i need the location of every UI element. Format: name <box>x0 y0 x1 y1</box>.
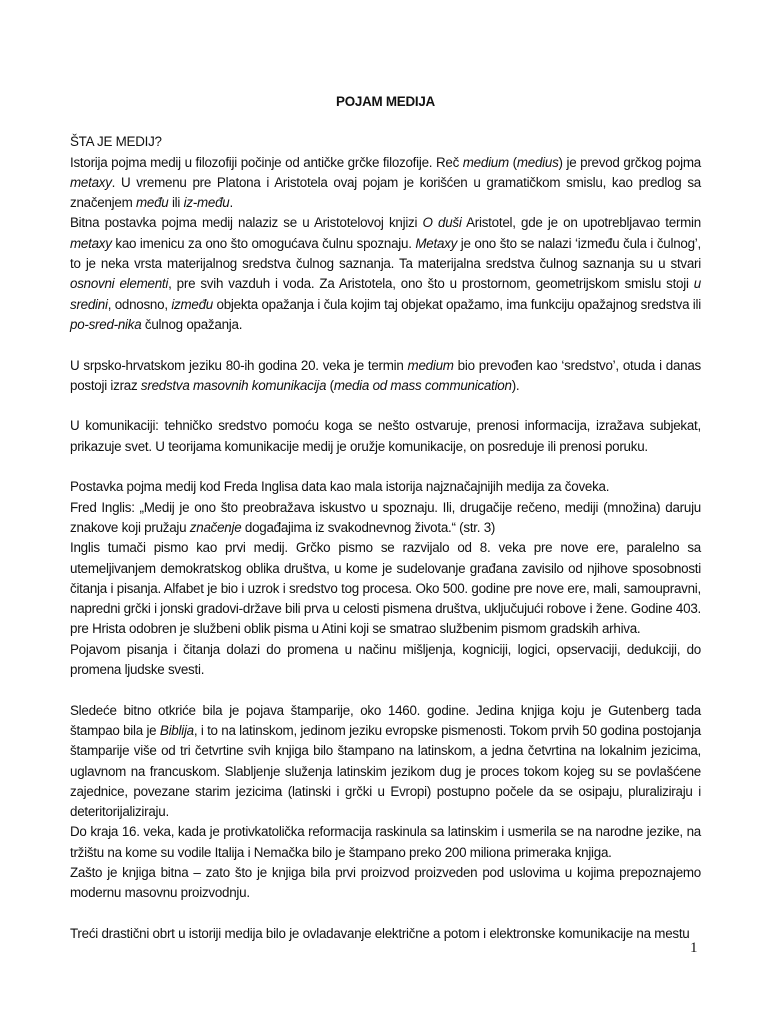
document-page <box>70 92 701 944</box>
paragraph-inglis-intro: Postavka pojma medij kod Freda Inglisa data kao mala istorija najznačajnijih medija za čoveka. <box>70 479 610 495</box>
paragraph-printing: Sledeće bitno otkriće bila je pojava štamparije, oko 1460. godine. Jedina knjiga koju je Gutenberg tada štampao bila je Biblija, i to na latinskom, jedinom jeziku evropske pismenosti. Tokom prvih 50 godina postojanja štamparije više od tri četvrtine svih knjiga bilo štampano na latinskom, a jedna četvrtina na lokalnim jezicima, uglavnom na francuskom. Slabljenje služenja latinskim jezikom dug je proces tokom kojeg su se povlašćene zajednice, povezane starim jezicima (latinski i grčki u Evropi) postupno počele da se osipaju, pluraliziraju i deteritorijaliziraju. <box>70 702 701 820</box>
paragraph-book-importance: Zašto je knjiga bitna – zato što je knjiga bila prvi proizvod proizveden pod uslovima u kojima prepoznajemo modernu masovnu proizvodnju. <box>70 864 701 901</box>
paragraph-aristotle: Bitna postavka pojma medij nalaziz se u Aristotelovoj knjizi O duši Aristotel, gde je on upotrebljavao termin metaxy kao imenicu za ono što omogućava čulnu spoznaju. Metaxy je ono što se nalazi ‘između čula i čulnog’, to je neka vrsta materijalnog sredstva čulnog saznanja. Ta materijalna sredstva čulnog saznanja su u stvari osnovni elementi, pre svih vazduh i voda. Za Aristotela, ono što u prostornom, geometrijskom smislu stoji u sredini, odnosno, između objekta opažanja i čula kojim taj objekat opažamo, ima funkciju opažajnog sredstva ili po-sred-nika čulnog opažanja. <box>70 215 702 332</box>
paragraph-16th-century: Do kraja 16. veka, kada je protivkatolička reformacija raskinula sa latinskim i usmerila se na narodne jezike, na tržištu na kome su vodile Italija i Nemačka bilo je štampano preko 200 miliona primeraka knjiga. <box>70 824 701 860</box>
paragraph-writing: Inglis tumači pismo kao prvi medij. Grčko pismo se razvijalo od 8. veka pre nove ere, paralelno sa utemeljivanjem demokratskog oblika društva, u kome je sudelovanje građana zavisilo od njihove sposobnosti čitanja i pisanja. Alfabet je bio i uzrok i sredstvo tog procesa. Oko 500. godine pre nove ere, mali, samoupravni, napredni grčki i jonski gradovi-države bili prva u celosti pismena društva, uključujući robove i žene. Godine 403. pre Hrista odobren je službeni oblik pisma u Atini koji se smatrao službenim pismom gradskih arhiva. <box>70 540 701 637</box>
paragraph-history-of-term: Istorija pojma medij u filozofiji počinje od antičke grčke filozofije. Reč medium (medius) je prevod grčkog pojma metaxy. U vremenu pre Platona i Aristotela ovaj pojam je korišćen u gramatičkom smislu, kao predlog sa značenjem među ili iz-među. <box>70 154 701 211</box>
document-title: POJAM MEDIJA <box>336 94 435 109</box>
paragraph-inglis-quote: Fred Inglis: „Medij je ono što preobražava iskustvo u spoznaju. Ili, drugačije rečeno, mediji (množina) daruju znakove koji pružaju značenje događajima iz svakodnevnog života.“ (str. 3) <box>70 499 701 535</box>
section-heading: ŠTA JE MEDIJ? <box>70 134 162 150</box>
paragraph-electric-communication: Treći drastični obrt u istoriji medija bilo je ovladavanje električne a potom i elektronske komunikacije na mestu <box>70 925 690 941</box>
paragraph-communication: U komunikaciji: tehničko sredstvo pomoću koga se nešto ostvaruje, prenosi informacija, izražava subjekat, prikazuje svet. U teorijama komunikacije medij je oružje komunikacije, on posreduje ili prenosi poruku. <box>70 418 701 454</box>
page-number: 1 <box>690 940 698 956</box>
paragraph-writing-effects: Pojavom pisanja i čitanja dolazi do promena u načinu mišljenja, kogniciji, logici, opservaciji, dedukciji, do promena ljudske svesti. <box>70 641 701 678</box>
paragraph-serbo-croatian: U srpsko-hrvatskom jeziku 80-ih godina 20. veka je termin medium bio prevođen kao ‘sredstvo’, otuda i danas postoji izraz sredstva masovnih komunikacija (media od mass communication). <box>70 357 702 393</box>
